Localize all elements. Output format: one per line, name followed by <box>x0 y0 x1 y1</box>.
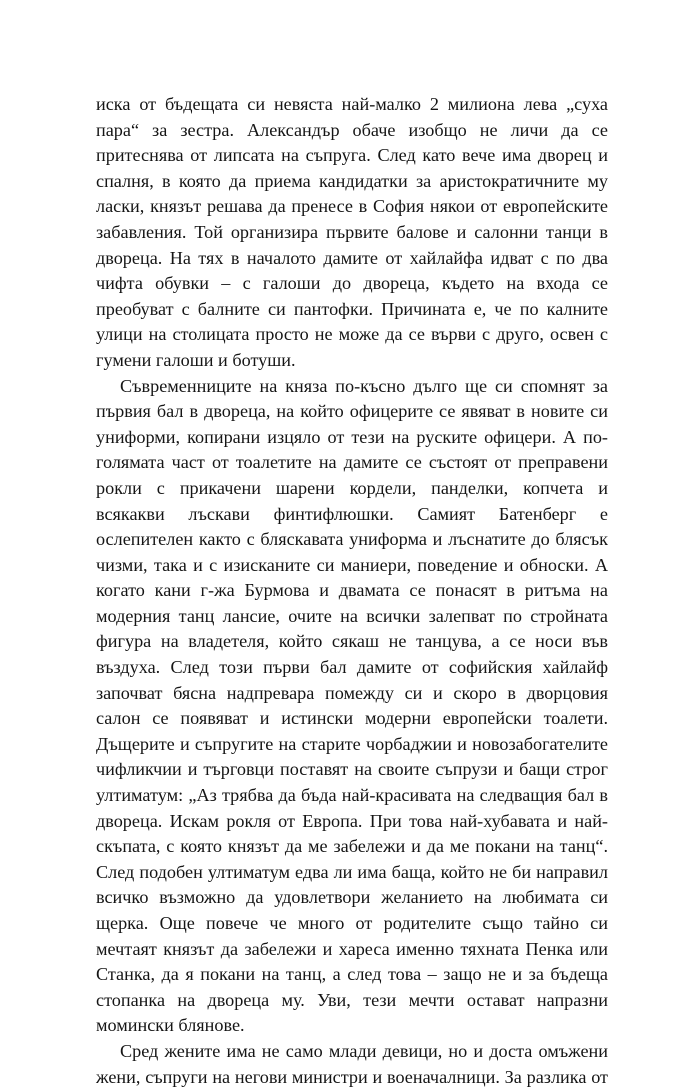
text-line: гумени галоши и ботуши. <box>96 349 296 370</box>
text-line: модерния танц лансие, очите на всички залепват по стройната <box>96 605 608 626</box>
text-line: улици на столицата просто не може да се върви с друго, освен с <box>96 324 608 345</box>
text-line: спалня, в която да приема кандидатки за аристократичните му <box>96 170 608 191</box>
text-line: фигура на владетеля, който сякаш не танцува, а се носи във <box>96 631 608 652</box>
text-line: въздуха. След този първи бал дамите от софийския хайлайф <box>96 657 608 678</box>
text-line: пара“ за зестра. Александър обаче изобщо не личи да се <box>96 119 608 140</box>
text-line: двореца. Искам рокля от Европа. При това най-хубавата и най- <box>96 810 608 831</box>
text-line: ласки, князът решава да пренесе в София някои от европейските <box>96 196 608 217</box>
text-line: Съвременниците на княза по-късно дълго ще си спомнят за <box>120 375 608 396</box>
text-line: иска от бъдещата си невяста най-малко 2 милиона лева „суха <box>96 94 608 114</box>
text-line: всякакви лъскави финтифлюшки. Самият Батенберг е <box>96 503 608 524</box>
text-line: преобуват с балните си пантофки. Причината е, че по калните <box>96 298 608 319</box>
paragraph <box>96 92 608 374</box>
paragraph <box>96 374 608 1039</box>
text-line: момински блянове. <box>96 1015 245 1036</box>
paragraph <box>96 1039 608 1090</box>
text-line: мечтаят князът да забележи и хареса именно тяхната Пенка или <box>96 938 608 959</box>
text-line: Дъщерите и съпругите на старите чорбаджии и новозабогателите <box>96 733 608 754</box>
text-line: щерка. Още повече че много от родителите също тайно си <box>96 913 608 933</box>
text-line: Сред жените има не само млади девици, но и доста омъжени <box>120 1040 608 1061</box>
text-line: чифликчии и търговци поставят на своите съпрузи и бащи строг <box>96 759 608 780</box>
text-line: скъпата, с която князът да ме забележи и да ме покани на танц“. <box>96 836 608 857</box>
text-line: ултиматум: „Аз трябва да бъда най-красивата на следващия бал в <box>96 785 608 806</box>
text-line: голямата част от тоалетите на дамите се състоят от преправени <box>96 452 608 473</box>
text-line: рокли с прикачени шарени кордели, панделки, копчета и <box>96 477 608 498</box>
text-line: униформи, копирани изцяло от тези на руските офицери. А по- <box>96 426 608 447</box>
text-line: салон се появяват и истински модерни европейски тоалети. <box>96 708 608 729</box>
text-line: чизми, така и с изисканите си маниери, поведение и обноски. А <box>96 554 608 575</box>
text-line: След подобен ултиматум едва ли има баща, който не би направил <box>96 861 608 882</box>
text-line: ослепителен както с бляскавата униформа и лъснатите до блясък <box>96 529 608 550</box>
text-line: започват бясна надпревара помежду си и скоро в дворцовия <box>96 682 608 703</box>
body-text <box>96 92 608 1090</box>
text-line: двореца. На тях в началото дамите от хайлайфа идват с по два <box>96 247 608 268</box>
text-line: стопанка на двореца му. Уви, тези мечти остават напразни <box>96 989 608 1010</box>
text-line: Станка, да я покани на танц, а след това – защо не и за бъдеща <box>96 964 608 985</box>
text-line: когато кани г-жа Бурмова и двамата се понасят в ритъма на <box>96 580 608 601</box>
text-line: първия бал в двореца, на който офицерите се явяват в новите си <box>96 401 608 422</box>
text-line: всичко възможно да удовлетвори желанието на любимата си <box>96 887 608 908</box>
text-line: чифта обувки – с галоши до двореца, където на входа се <box>96 273 608 294</box>
text-line: забавления. Той организира първите балове и салонни танци в <box>96 221 608 242</box>
text-line: жени, съпруги на негови министри и военачалници. За разлика от <box>96 1066 608 1087</box>
text-line: притеснява от липсата на съпруга. След като вече има дворец и <box>96 145 608 166</box>
